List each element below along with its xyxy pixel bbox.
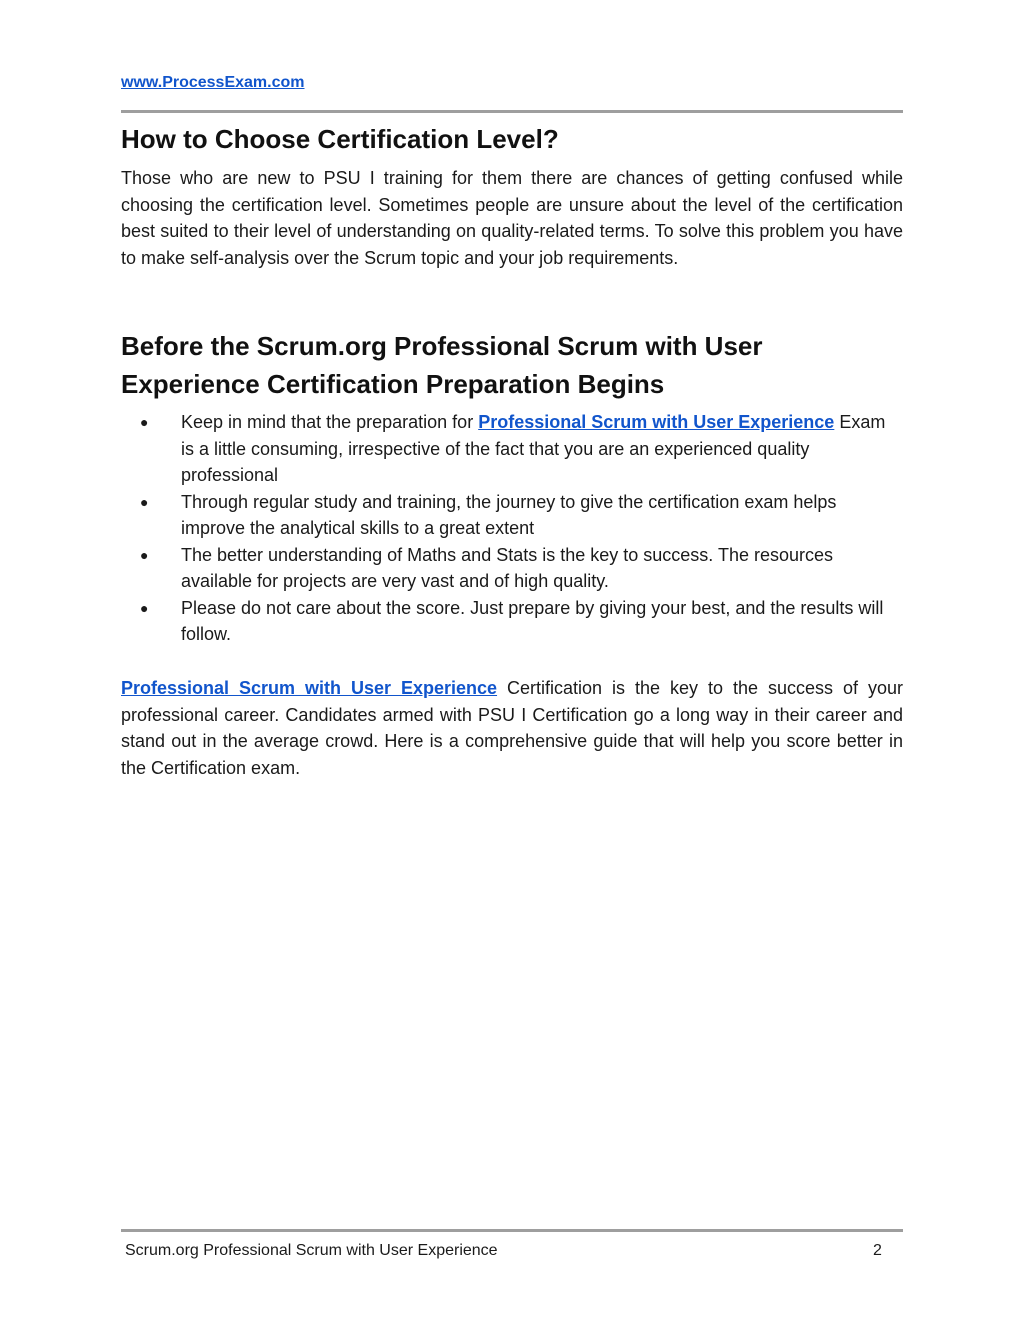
list-item-text: The better understanding of Maths and Stats is the key to success. The resources available for projects are very vast and of high quality. xyxy=(181,544,834,591)
heading-choose-level: How to Choose Certification Level? xyxy=(121,124,559,154)
tips-list xyxy=(121,409,903,648)
footer-title: Scrum.org Professional Scrum with User Experience xyxy=(125,1242,498,1259)
header-divider xyxy=(121,110,903,113)
psux-exam-link[interactable]: Professional Scrum with User Experience xyxy=(478,412,835,432)
bullet-dot-icon: ● xyxy=(140,599,149,616)
list-item-text-before: Keep in mind that the preparation for xyxy=(181,412,479,432)
bullet-dot-icon: ● xyxy=(140,546,149,563)
heading-before-preparation: Before the Scrum.org Professional Scrum with User Experience Certification Preparation Begins xyxy=(121,331,763,399)
list-item xyxy=(121,542,903,595)
paragraph-closing xyxy=(121,675,903,781)
footer-divider xyxy=(121,1229,903,1232)
list-item xyxy=(121,489,903,542)
bullet-dot-icon: ● xyxy=(140,414,149,430)
psux-certification-link[interactable]: Professional Scrum with User Experience xyxy=(121,678,498,698)
list-item xyxy=(121,595,903,648)
page-number: 2 xyxy=(873,1242,882,1259)
paragraph-choose-level: Those who are new to PSU I training for them there are chances of getting confused while choosing the certification level. Sometimes people are unsure about the level of the certification best suited to their level of understanding on quality-related terms. To solve this problem you have to make self-analysis over the Scrum topic and your job requirements. xyxy=(121,168,903,268)
closing-text: Certification is the key to the success of your professional career. Candidates armed with PSU I Certification go a long way in their career and stand out in the average crowd. Here is a comprehensive guide that will help you score better in the Certification exam. xyxy=(121,678,903,778)
list-item xyxy=(121,409,903,489)
list-item-text: Please do not care about the score. Just prepare by giving your best, and the results will follow. xyxy=(181,597,884,644)
site-link[interactable]: www.ProcessExam.com xyxy=(121,74,305,91)
bullet-dot-icon: ● xyxy=(140,493,149,510)
list-item-text: Through regular study and training, the journey to give the certification exam helps improve the analytical skills to a great extent xyxy=(181,491,837,538)
list-item-text-after: Exam is a little consuming, irrespective of the fact that you are an experienced quality professional xyxy=(181,412,886,485)
